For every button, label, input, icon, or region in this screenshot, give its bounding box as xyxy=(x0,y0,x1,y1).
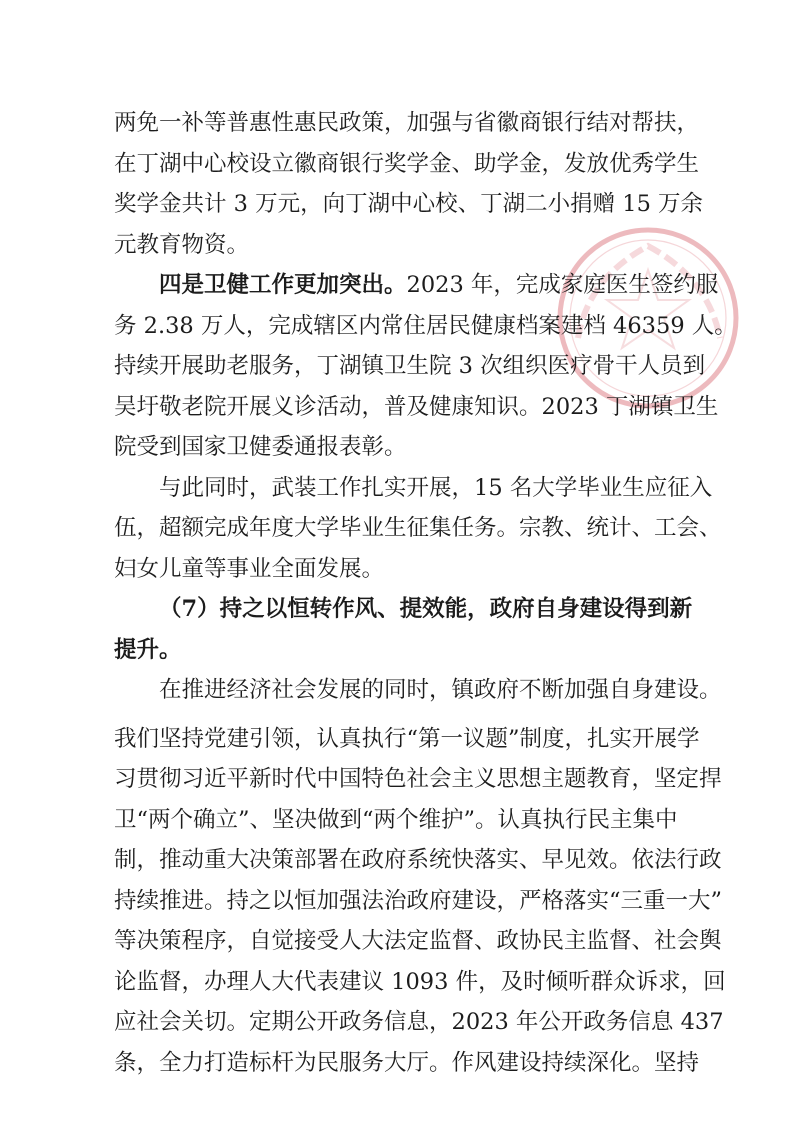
text-line: 论监督，办理人大代表建议 1093 件，及时倾听群众诉求，回 xyxy=(114,968,726,995)
text-line: 习贯彻习近平新时代中国特色社会主义思想主题教育，坚定捍 xyxy=(114,766,722,792)
text-span: 2023 年，完成家庭医生签约服 xyxy=(406,272,719,298)
text-line xyxy=(159,270,719,300)
text-line: 持续推进。持之以恒加强法治政府建设，严格落实“三重一大” xyxy=(114,887,723,914)
text-line: 院受到国家卫健委通报表彰。 xyxy=(114,434,407,460)
section-heading-cont: 提升。 xyxy=(114,636,182,663)
text-line: 与此同时，武装工作扎实开展，15 名大学毕业生应征入 xyxy=(159,474,713,501)
text-line: 应社会关切。定期公开政务信息，2023 年公开政务信息 437 xyxy=(114,1009,724,1035)
text-line: 妇女儿童等事业全面发展。 xyxy=(114,555,385,582)
text-line: 吴圩敬老院开展义诊活动，普及健康知识。2023 丁湖镇卫生 xyxy=(114,393,719,420)
section-lead-heading: 四是卫健工作更加突出。 xyxy=(159,272,407,298)
text-line: 在推进经济社会发展的同时，镇政府不断加强自身建设。 xyxy=(159,677,722,703)
text-line: 伍，超额完成年度大学毕业生征集任务。宗教、统计、工会、 xyxy=(114,515,722,541)
text-line: 卫“两个确立”、坚决做到“两个维护”。认真执行民主集中 xyxy=(114,806,678,833)
text-line: 在丁湖中心校设立徽商银行奖学金、助学金，发放优秀学生 xyxy=(114,150,700,177)
text-line: 持续开展助老服务，丁湖镇卫生院 3 次组织医疗骨干人员到 xyxy=(114,353,706,379)
text-line: 奖学金共计 3 万元，向丁湖中心校、丁湖二小捐赠 15 万余 xyxy=(114,191,704,217)
text-line: 等决策程序，自觉接受人大法定监督、政协民主监督、社会舆 xyxy=(114,928,722,954)
text-line: 我们坚持党建引领，认真执行“第一议题”制度，扎实开展学 xyxy=(114,725,700,752)
text-line: 务 2.38 万人，完成辖区内常住居民健康档案建档 46359 人。 xyxy=(114,312,737,339)
text-line: 元教育物资。 xyxy=(114,231,250,258)
section-heading: （7）持之以恒转作风、提效能，政府自身建设得到新 xyxy=(159,596,693,622)
text-line: 条，全力打造标杆为民服务大厅。作风建设持续深化。坚持 xyxy=(114,1049,700,1076)
text-line: 两免一补等普惠性惠民政策，加强与省徽商银行结对帮扶， xyxy=(114,110,700,136)
text-line: 制，推动重大决策部署在政府系统快落实、早见效。依法行政 xyxy=(114,847,722,873)
